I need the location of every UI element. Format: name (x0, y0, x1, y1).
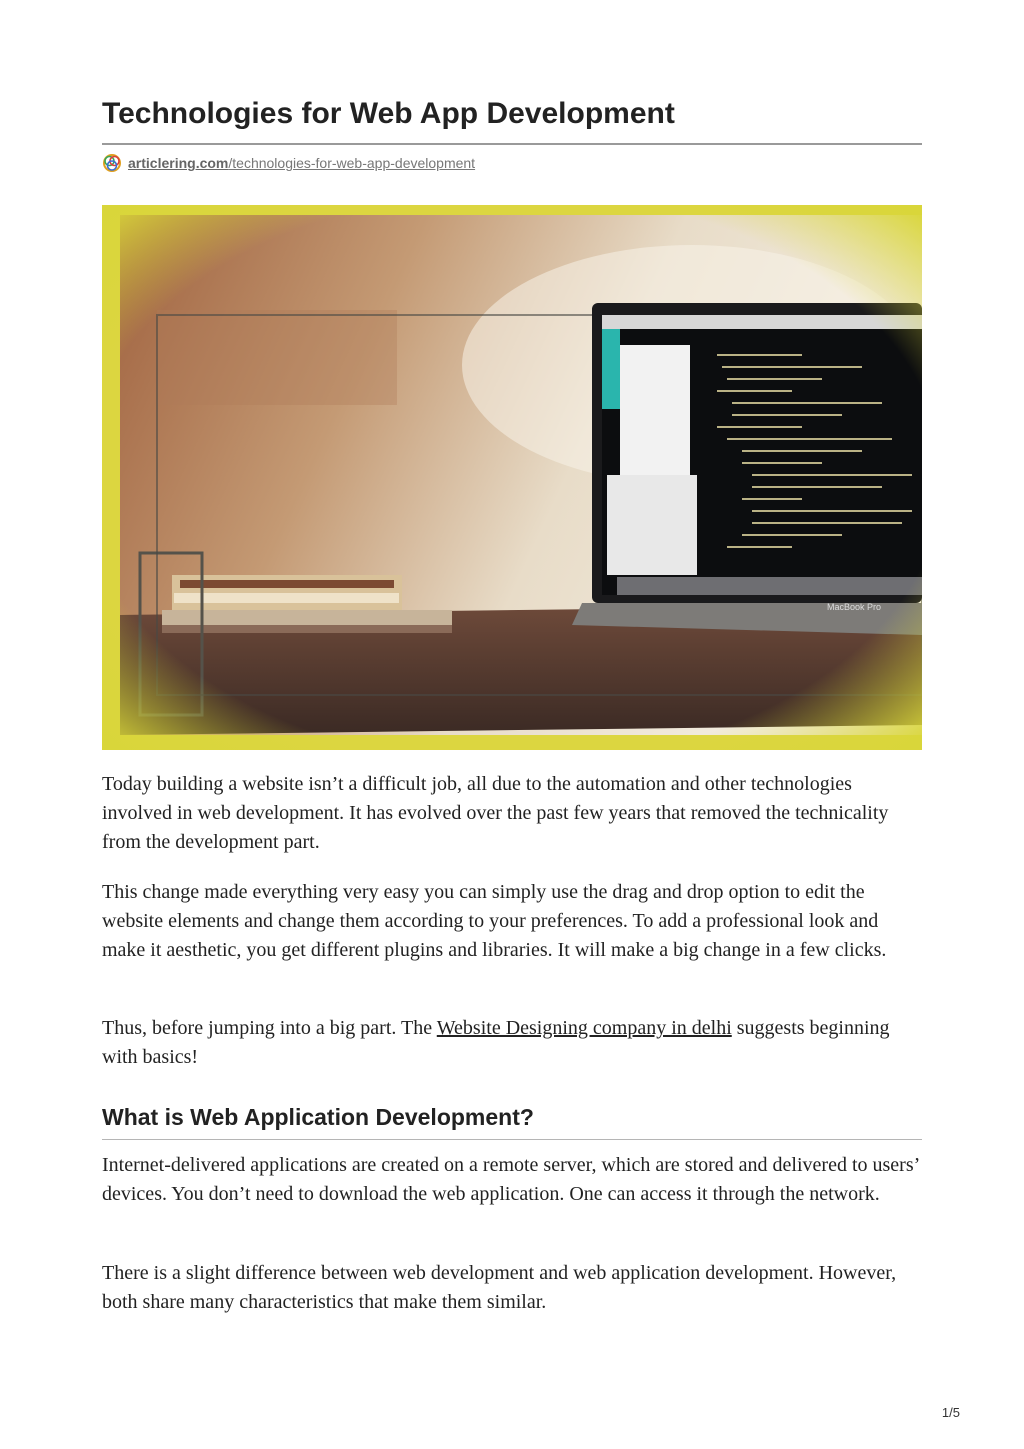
source-domain[interactable]: articlering.com (128, 155, 229, 171)
paragraph-3-before: Thus, before jumping into a big part. The (102, 1017, 437, 1039)
page-number: 1/5 (941, 1405, 960, 1420)
title-divider (102, 143, 922, 145)
section-paragraph-1: Internet-delivered applications are created on a remote server, which are stored and delivered to users’ devices. You don’t need to download the web application. One can access it through the network. (102, 1154, 919, 1205)
source-path[interactable]: /technologies-for-web-app-development (228, 155, 476, 171)
hero-image (102, 205, 922, 750)
paragraph-3-after: suggests beginning with basics! (102, 1017, 890, 1068)
section-divider (102, 1139, 922, 1140)
page-title: Technologies for Web App Development (102, 97, 675, 130)
section-paragraph-2: There is a slight difference between web development and web application development. However, both share many characteristics that make them similar. (102, 1262, 897, 1313)
paragraph-2: This change made everything very easy you can simply use the drag and drop option to edit the website elements and change them according to your preferences. To add a professional look and make it aesthetic, you get different plugins and libraries. It will make a big change in a few clicks. (102, 881, 887, 961)
website-designing-link[interactable]: Website Designing company in delhi (436, 1017, 732, 1039)
paragraph-3 (102, 1014, 922, 1072)
paragraph-1: Today building a website isn’t a difficult job, all due to the automation and other technologies involved in web development. It has evolved over the past few years that removed the technicality from the development part. (102, 773, 889, 853)
section-heading: What is Web Application Development? (102, 1104, 534, 1130)
source-link[interactable] (102, 152, 475, 174)
site-logo-icon (102, 153, 122, 173)
